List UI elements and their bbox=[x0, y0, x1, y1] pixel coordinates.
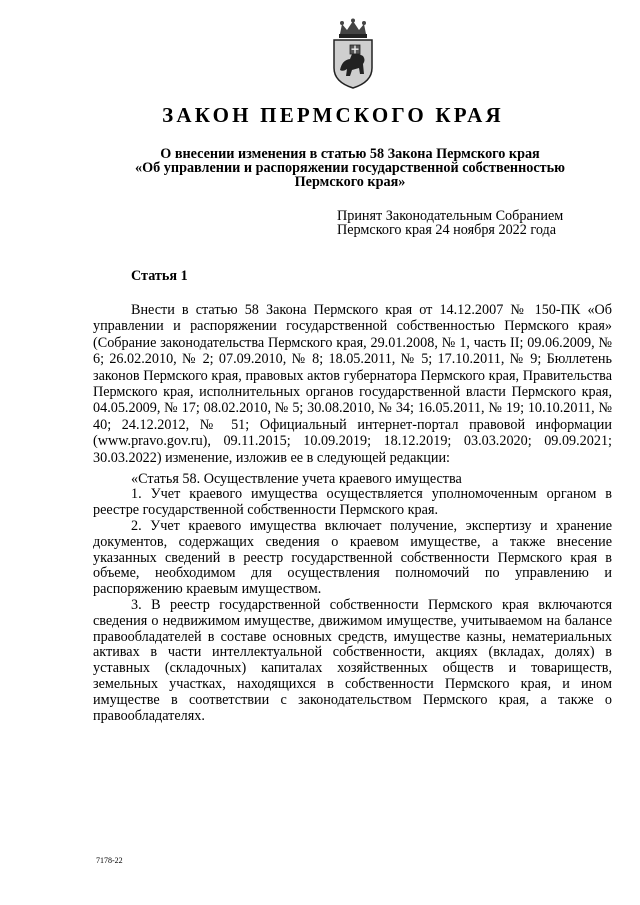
paragraph-article-58-heading: «Статья 58. Осуществление учета краевого имущества bbox=[131, 471, 462, 488]
article-heading: Статья 1 bbox=[131, 268, 188, 284]
subtitle-line: Пермского края» bbox=[294, 174, 406, 190]
adoption-line: Принят Законодательным Собранием bbox=[337, 208, 564, 224]
adoption-line: Пермского края 24 ноября 2022 года bbox=[337, 222, 557, 238]
paragraph-clause-1: 1. Учет краевого имущества осуществляется уполномоченным органом в реестре государственной собственности Пермского края. bbox=[93, 486, 612, 519]
document-code: 7178-22 bbox=[96, 856, 123, 865]
article-body bbox=[93, 302, 612, 724]
adoption-note bbox=[337, 209, 637, 237]
perm-krai-coat-of-arms-icon bbox=[330, 18, 376, 90]
subtitle-line: О внесении изменения в статью 58 Закона Пермского края bbox=[160, 146, 540, 162]
law-title: ЗАКОН ПЕРМСКОГО КРАЯ bbox=[162, 103, 504, 127]
paragraph-clause-3: 3. В реестр государственной собственности Пермского края включаются сведения о недвижимом имуществе, движимом имуществе, учитываемом на балансе правообладателей в составе основных средств, имуществе казны, нематериальных активах в части интеллектуальной собственности, акциях (вкладах, долях) в уставных (складочных) капиталах хозяйственных обществ и товариществ, земельных участках, находящихся в собственности Пермского края, и ином имуществе в соответствии с законодательством Пермского края, а также о правообладателях. bbox=[93, 597, 612, 724]
law-subtitle bbox=[110, 147, 590, 189]
paragraph-amendment-intro: Внести в статью 58 Закона Пермского края от 14.12.2007 № 150-ПК «Об управлении и распоряжении государственной собственностью Пермского края» (Собрание законодательства Пермского края, 29.01.2008, № 1, часть II; 09.06.2009, № 6; 26.02.2010, № 2; 07.09.2010, № 8; 18.05.2011, № 5; 17.10.2011, № 9; Бюллетень законов Пермского края, правовых актов губернатора Пермского края, Правительства Пермского края, исполнительных органов государственной власти Пермского края, 04.05.2009, № 17; 08.02.2010, № 5; 30.08.2010, № 34; 16.05.2011, № 19; 10.10.2011, № 40; 24.12.2012, № 51; Официальный интернет-портал правовой информации (www.pravo.gov.ru), 09.11.2015; 10.09.2019; 18.12.2019; 03.03.2020; 09.09.2021; 30.03.2022) изменение, изложив ее в следующей редакции: bbox=[93, 302, 612, 466]
subtitle-line: «Об управлении и распоряжении государственной собственностью bbox=[135, 160, 565, 176]
paragraph-clause-2: 2. Учет краевого имущества включает получение, экспертизу и хранение документов, содержащих сведения о краевом имуществе, а также внесение указанных сведений в реестр государственной собственности Пермского края в объеме, необходимом для осуществления полномочий по управлению и распоряжению краевым имуществом. bbox=[93, 518, 612, 598]
